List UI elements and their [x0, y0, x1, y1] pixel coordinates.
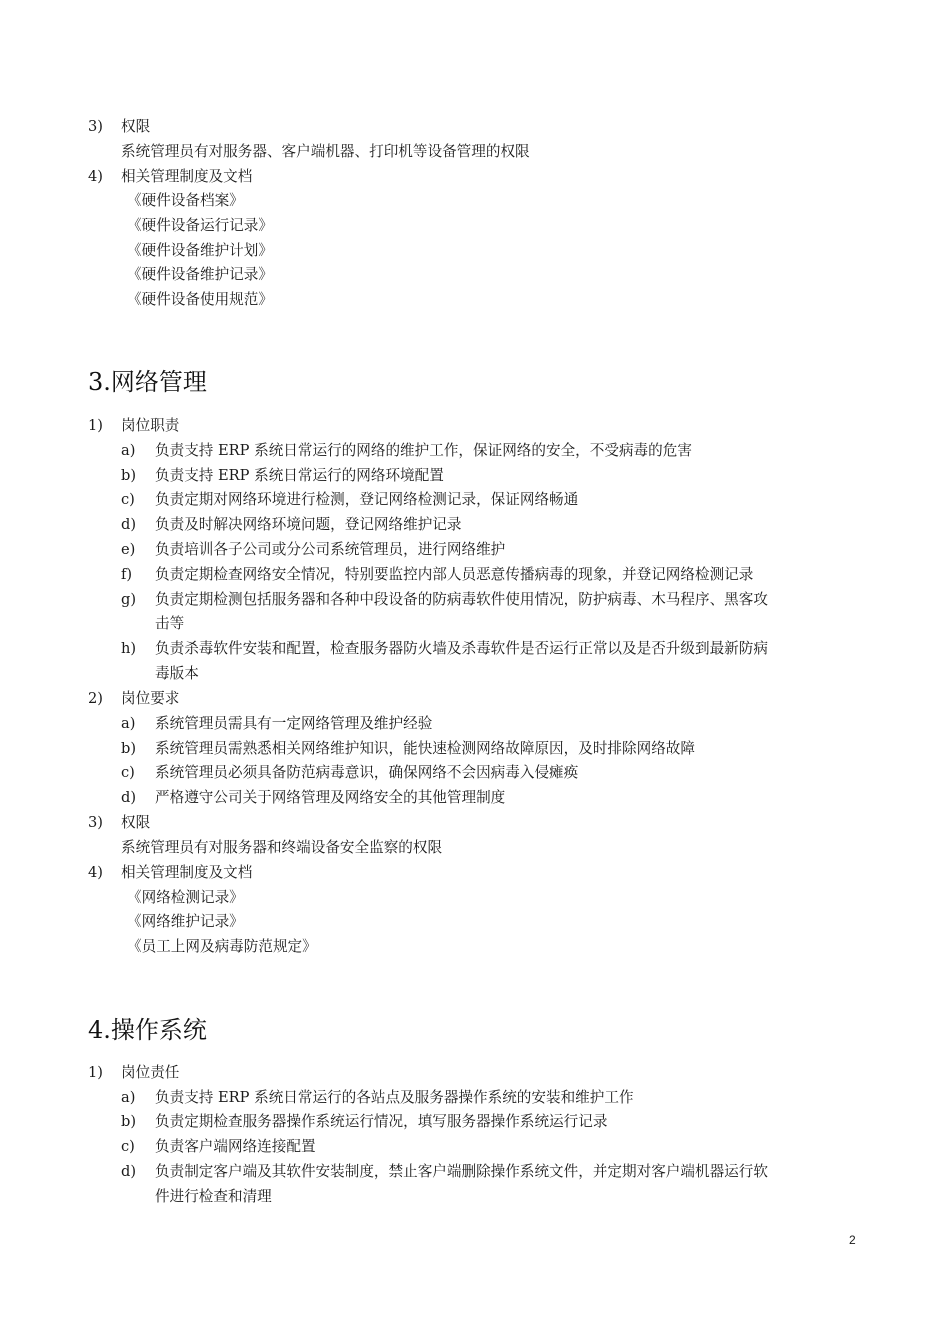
page-number: 2: [849, 1233, 856, 1247]
document-page: 3) 权限 系统管理员有对服务器、客户端机器、打印机等设备管理的权限 4) 相关管理制度及文档 《硬件设备档案》 《硬件设备运行记录》 《硬件设备维护计划》 《硬件设备维护记录》 《硬件设备使用规范》 3.网络管理 1) 岗位职责 a) 负责支持 ERP 系统日常运行的网络的维护工作，保证网络的安全，不受病毒的危害 b) 负责支持 ERP 系统日常运行的网络环境配置 c) 负责定期对网络环境进行检测，登记网络检测记录，保证网络畅通 d) 负责及时解决网络环境问题，登记网络维护记录 e) 负责培训各子公司或分公司系统管理员，进行网络维护 f) 负责定期检查网络安全情况，特别要监控内部人员恶意传播病毒的现象，并登记网络检测记录 g) 负责定期检测包括服务器和各种中段设备的防病毒软件使用情况，防护病毒、木马程序、黑客攻 击等 h) 负责杀毒软件安装和配置，检查服务器防火墙及杀毒软件是否运行正常以及是否升级到最新防病 毒版本 2) 岗位要求 a) 系统管理员需具有一定网络管理及维护经验 b) 系统管理员需熟悉相关网络维护知识，能快速检测网络故障原因，及时排除网络故障 c) 系统管理员必须具备防范病毒意识，确保网络不会因病毒入侵瘫痪 d) 严格遵守公司关于网络管理及网络安全的其他管理制度 3) 权限 系统管理员有对服务器和终端设备安全监察的权限 4) 相关管理制度及文档 《网络检测记录》 《网络维护记录》 《员工上网及病毒防范规定》 4.操作系统 1) 岗位责任 a) 负责支持 ERP 系统日常运行的各站点及服务器操作系统的安装和维护工作 b) 负责定期检查服务器操作系统运行情况，填写服务器操作系统运行记录 c) 负责客户端网络连接配置 d) 负责制定客户端及其软件安装制度，禁止客户端删除操作系统文件，并定期对客户端机器运行软 件进行检查和清理 2: [0, 0, 950, 1344]
section-heading-os: 4.操作系统: [88, 1016, 207, 1044]
list-title: 相关管理制度及文档: [121, 168, 253, 185]
list-number: 4): [88, 168, 103, 185]
list-title: 权限: [121, 118, 151, 135]
permission-text: 系统管理员有对服务器、客户端机器、打印机等设备管理的权限: [121, 143, 530, 160]
section-heading-network: 3.网络管理: [88, 368, 207, 396]
list-number: 3): [88, 118, 103, 135]
